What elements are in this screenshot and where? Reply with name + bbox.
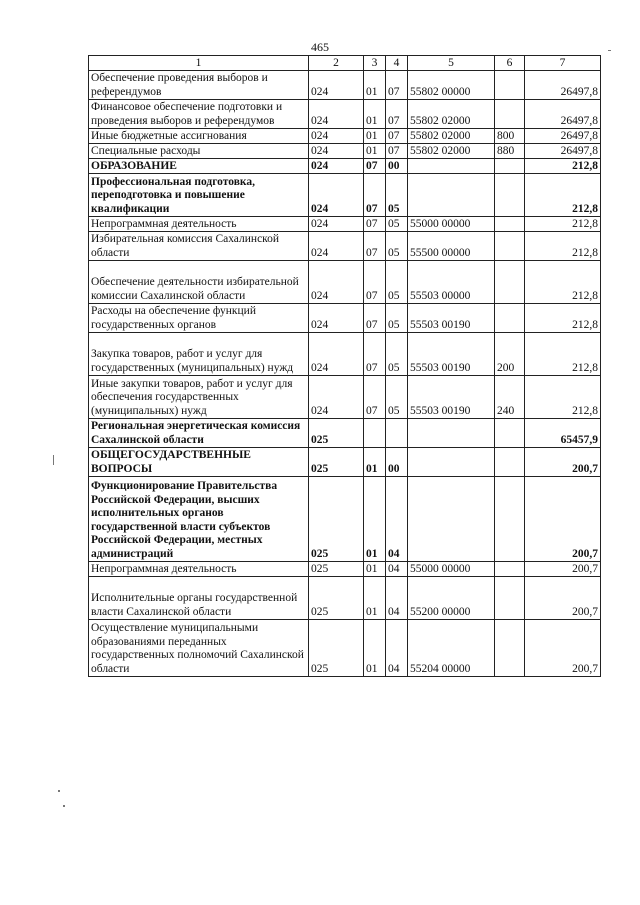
cell-col-6 — [495, 577, 525, 620]
cell-col-5: 55500 00000 — [408, 232, 495, 261]
cell-col-4: 00 — [386, 159, 408, 174]
row-name-cell: Финансовое обеспечение подготовки и проведения выборов и референдумов — [89, 100, 309, 129]
cell-col-7: 200,7 — [525, 562, 601, 577]
row-name-cell: Функционирование Правительства Российской Федерации, высших исполнительных органов государственной власти субъектов Российской Федерации, местных администраций — [89, 477, 309, 562]
row-name-cell: Закупка товаров, работ и услуг для государственных (муниципальных) нужд — [89, 333, 309, 376]
cell-col-7: 212,8 — [525, 217, 601, 232]
table-row — [89, 159, 601, 174]
column-header: 1 — [89, 56, 309, 71]
cell-col-5: 55204 00000 — [408, 620, 495, 677]
cell-col-5: 55503 00190 — [408, 304, 495, 333]
cell-col-2: 024 — [309, 376, 364, 419]
cell-col-3: 01 — [364, 448, 386, 477]
budget-table — [88, 55, 601, 677]
cell-col-4: 04 — [386, 620, 408, 677]
cell-col-5 — [408, 448, 495, 477]
column-header: 4 — [386, 56, 408, 71]
scan-speck — [63, 805, 65, 807]
table-row — [89, 304, 601, 333]
cell-col-6 — [495, 562, 525, 577]
cell-col-2: 024 — [309, 217, 364, 232]
cell-col-7: 26497,8 — [525, 129, 601, 144]
cell-col-5: 55802 02000 — [408, 129, 495, 144]
cell-col-5: 55503 00000 — [408, 261, 495, 304]
table-row — [89, 577, 601, 620]
cell-col-2: 024 — [309, 261, 364, 304]
cell-col-2: 024 — [309, 71, 364, 100]
cell-col-7: 200,7 — [525, 620, 601, 677]
cell-col-4: 07 — [386, 100, 408, 129]
cell-col-7: 200,7 — [525, 448, 601, 477]
cell-col-4: 05 — [386, 304, 408, 333]
cell-col-7: 26497,8 — [525, 144, 601, 159]
scan-speck — [58, 790, 60, 792]
cell-col-7: 65457,9 — [525, 419, 601, 448]
cell-col-6 — [495, 100, 525, 129]
cell-col-2: 024 — [309, 174, 364, 217]
cell-col-2: 025 — [309, 477, 364, 562]
cell-col-3 — [364, 419, 386, 448]
row-name-cell: Профессиональная подготовка, переподготовка и повышение квалификации — [89, 174, 309, 217]
column-header: 3 — [364, 56, 386, 71]
row-name-cell: ОБРАЗОВАНИЕ — [89, 159, 309, 174]
cell-col-3: 07 — [364, 304, 386, 333]
row-name-cell: Обеспечение проведения выборов и референдумов — [89, 71, 309, 100]
row-name-cell: Иные бюджетные ассигнования — [89, 129, 309, 144]
cell-col-5: 55503 00190 — [408, 376, 495, 419]
cell-col-6 — [495, 304, 525, 333]
cell-col-2: 025 — [309, 448, 364, 477]
cell-col-3: 01 — [364, 477, 386, 562]
column-header: 7 — [525, 56, 601, 71]
cell-col-2: 024 — [309, 144, 364, 159]
cell-col-4: 04 — [386, 562, 408, 577]
table-row — [89, 448, 601, 477]
row-name-cell: Избирательная комиссия Сахалинской области — [89, 232, 309, 261]
cell-col-3: 07 — [364, 333, 386, 376]
table-header-row — [89, 56, 601, 71]
cell-col-2: 024 — [309, 159, 364, 174]
cell-col-3: 01 — [364, 71, 386, 100]
row-name-cell: Обеспечение деятельности избирательной комиссии Сахалинской области — [89, 261, 309, 304]
table-row — [89, 477, 601, 562]
table-row — [89, 217, 601, 232]
table-row — [89, 333, 601, 376]
cell-col-4: 04 — [386, 477, 408, 562]
row-name-cell: Исполнительные органы государственной власти Сахалинской области — [89, 577, 309, 620]
cell-col-7: 212,8 — [525, 376, 601, 419]
cell-col-4: 05 — [386, 217, 408, 232]
cell-col-3: 07 — [364, 261, 386, 304]
cell-col-4: 07 — [386, 144, 408, 159]
table-row — [89, 129, 601, 144]
cell-col-4: 00 — [386, 448, 408, 477]
cell-col-7: 212,8 — [525, 174, 601, 217]
cell-col-5 — [408, 477, 495, 562]
cell-col-5: 55000 00000 — [408, 562, 495, 577]
column-header: 5 — [408, 56, 495, 71]
cell-col-4: 05 — [386, 376, 408, 419]
cell-col-2: 024 — [309, 100, 364, 129]
cell-col-2: 024 — [309, 304, 364, 333]
cell-col-3: 07 — [364, 376, 386, 419]
row-name-cell: Непрограммная деятельность — [89, 562, 309, 577]
cell-col-7: 212,8 — [525, 159, 601, 174]
row-name-cell: Непрограммная деятельность — [89, 217, 309, 232]
cell-col-2: 024 — [309, 232, 364, 261]
cell-col-3: 07 — [364, 217, 386, 232]
cell-col-6: 800 — [495, 129, 525, 144]
cell-col-5 — [408, 419, 495, 448]
cell-col-6 — [495, 232, 525, 261]
cell-col-6: 240 — [495, 376, 525, 419]
cell-col-2: 025 — [309, 620, 364, 677]
row-name-cell: Иные закупки товаров, работ и услуг для обеспечения государственных (муниципальных) нужд — [89, 376, 309, 419]
cell-col-4: 04 — [386, 577, 408, 620]
row-name-cell: Региональная энергетическая комиссия Сахалинской области — [89, 419, 309, 448]
cell-col-5: 55802 02000 — [408, 100, 495, 129]
cell-col-6 — [495, 261, 525, 304]
cell-col-7: 212,8 — [525, 261, 601, 304]
scan-speck — [53, 455, 54, 465]
cell-col-4: 07 — [386, 71, 408, 100]
cell-col-2: 025 — [309, 562, 364, 577]
table-row — [89, 174, 601, 217]
cell-col-3: 01 — [364, 562, 386, 577]
column-header: 6 — [495, 56, 525, 71]
cell-col-3: 01 — [364, 620, 386, 677]
cell-col-7: 26497,8 — [525, 71, 601, 100]
cell-col-5: 55200 00000 — [408, 577, 495, 620]
cell-col-5 — [408, 174, 495, 217]
table-row — [89, 100, 601, 129]
cell-col-4: 05 — [386, 261, 408, 304]
cell-col-6 — [495, 159, 525, 174]
cell-col-2: 024 — [309, 333, 364, 376]
cell-col-6: 880 — [495, 144, 525, 159]
cell-col-7: 200,7 — [525, 477, 601, 562]
cell-col-7: 212,8 — [525, 232, 601, 261]
cell-col-5: 55000 00000 — [408, 217, 495, 232]
cell-col-5: 55503 00190 — [408, 333, 495, 376]
cell-col-7: 200,7 — [525, 577, 601, 620]
cell-col-6 — [495, 477, 525, 562]
cell-col-4: 07 — [386, 129, 408, 144]
cell-col-2: 025 — [309, 577, 364, 620]
row-name-cell: Осуществление муниципальными образованиями переданных государственных полномочий Сахалинской области — [89, 620, 309, 677]
table-row — [89, 144, 601, 159]
cell-col-7: 26497,8 — [525, 100, 601, 129]
cell-col-4: 05 — [386, 174, 408, 217]
cell-col-5 — [408, 159, 495, 174]
table-row — [89, 376, 601, 419]
cell-col-5: 55802 02000 — [408, 144, 495, 159]
cell-col-6 — [495, 217, 525, 232]
table-row — [89, 620, 601, 677]
cell-col-6 — [495, 620, 525, 677]
cell-col-6 — [495, 71, 525, 100]
cell-col-3: 01 — [364, 577, 386, 620]
cell-col-2: 024 — [309, 129, 364, 144]
cell-col-3: 01 — [364, 129, 386, 144]
cell-col-5: 55802 00000 — [408, 71, 495, 100]
cell-col-6 — [495, 448, 525, 477]
cell-col-6 — [495, 419, 525, 448]
cell-col-7: 212,8 — [525, 304, 601, 333]
cell-col-4: 05 — [386, 232, 408, 261]
table-row — [89, 419, 601, 448]
cell-col-3: 01 — [364, 144, 386, 159]
cell-col-3: 07 — [364, 159, 386, 174]
cell-col-6: 200 — [495, 333, 525, 376]
table-row — [89, 261, 601, 304]
row-name-cell: ОБЩЕГОСУДАРСТВЕННЫЕ ВОПРОСЫ — [89, 448, 309, 477]
column-header: 2 — [309, 56, 364, 71]
scan-speck — [608, 50, 611, 51]
row-name-cell: Расходы на обеспечение функций государственных органов — [89, 304, 309, 333]
table-row — [89, 232, 601, 261]
row-name-cell: Специальные расходы — [89, 144, 309, 159]
cell-col-3: 07 — [364, 232, 386, 261]
page-number: 465 — [311, 40, 329, 54]
cell-col-4: 05 — [386, 333, 408, 376]
cell-col-2: 025 — [309, 419, 364, 448]
cell-col-4 — [386, 419, 408, 448]
table-row — [89, 71, 601, 100]
cell-col-3: 01 — [364, 100, 386, 129]
cell-col-6 — [495, 174, 525, 217]
cell-col-3: 07 — [364, 174, 386, 217]
table-row — [89, 562, 601, 577]
cell-col-7: 212,8 — [525, 333, 601, 376]
